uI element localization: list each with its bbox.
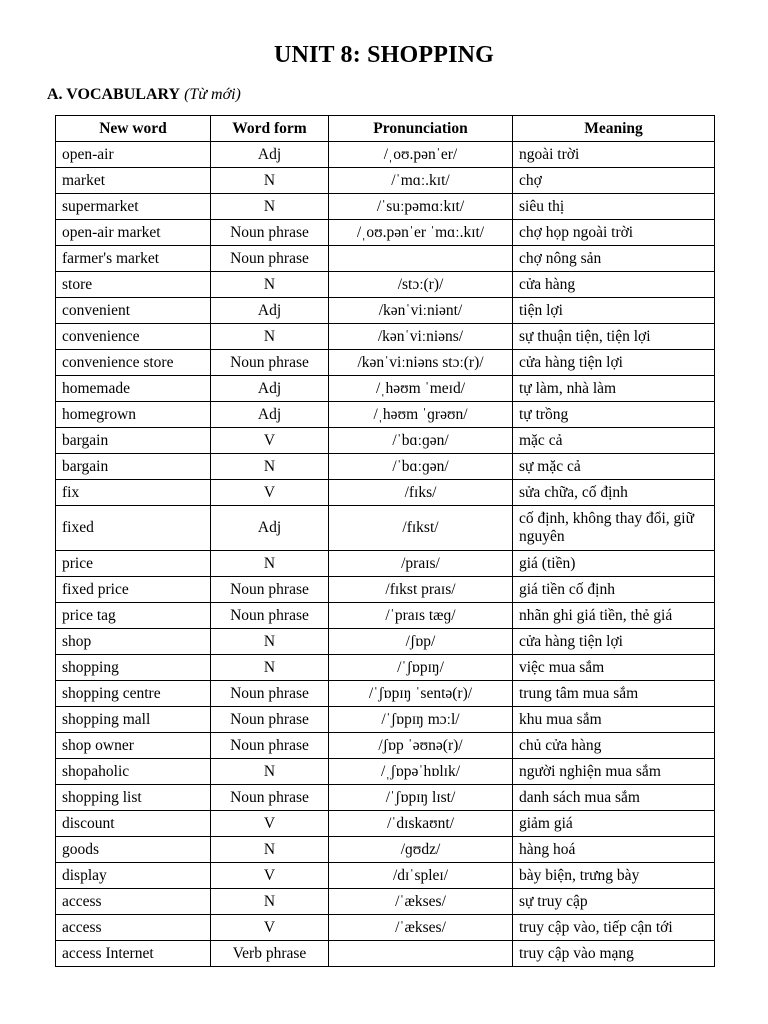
- pronunciation-cell: /ˌoʊ.pənˈer/: [329, 142, 513, 168]
- word-form-cell: Noun phrase: [211, 603, 329, 629]
- new-word-cell: shopping mall: [56, 707, 211, 733]
- meaning-cell: chợ: [513, 168, 715, 194]
- table-row: [56, 837, 715, 863]
- word-form-cell: Noun phrase: [211, 577, 329, 603]
- new-word-cell: farmer's market: [56, 246, 211, 272]
- meaning-cell: tự trồng: [513, 402, 715, 428]
- meaning-cell: siêu thị: [513, 194, 715, 220]
- new-word-cell: convenience: [56, 324, 211, 350]
- meaning-cell: khu mua sắm: [513, 707, 715, 733]
- header-word-form: Word form: [211, 116, 329, 142]
- pronunciation-cell: /fɪks/: [329, 480, 513, 506]
- new-word-cell: fixed: [56, 506, 211, 551]
- table-row: [56, 655, 715, 681]
- meaning-cell: cửa hàng tiện lợi: [513, 350, 715, 376]
- new-word-cell: shopping: [56, 655, 211, 681]
- table-row: [56, 142, 715, 168]
- new-word-cell: homegrown: [56, 402, 211, 428]
- pronunciation-cell: /ʃɒp/: [329, 629, 513, 655]
- pronunciation-cell: /ˈpraɪs tæɡ/: [329, 603, 513, 629]
- pronunciation-cell: /kənˈviːniəns/: [329, 324, 513, 350]
- meaning-cell: hàng hoá: [513, 837, 715, 863]
- meaning-cell: chợ nông sản: [513, 246, 715, 272]
- word-form-cell: N: [211, 655, 329, 681]
- pronunciation-cell: /ˈʃɒpɪŋ ˈsentə(r)/: [329, 681, 513, 707]
- vocabulary-table: [55, 115, 715, 967]
- new-word-cell: goods: [56, 837, 211, 863]
- word-form-cell: Adj: [211, 376, 329, 402]
- meaning-cell: cửa hàng: [513, 272, 715, 298]
- meaning-cell: giá tiền cố định: [513, 577, 715, 603]
- meaning-cell: người nghiện mua sắm: [513, 759, 715, 785]
- meaning-cell: tiện lợi: [513, 298, 715, 324]
- meaning-cell: bày biện, trưng bày: [513, 863, 715, 889]
- pronunciation-cell: /ˌhəʊm ˈɡrəʊn/: [329, 402, 513, 428]
- new-word-cell: price: [56, 551, 211, 577]
- new-word-cell: bargain: [56, 454, 211, 480]
- new-word-cell: store: [56, 272, 211, 298]
- table-row: [56, 272, 715, 298]
- table-row: [56, 629, 715, 655]
- word-form-cell: N: [211, 168, 329, 194]
- word-form-cell: N: [211, 272, 329, 298]
- pronunciation-cell: /fɪkst praɪs/: [329, 577, 513, 603]
- new-word-cell: open-air: [56, 142, 211, 168]
- pronunciation-cell: /ʃɒp ˈəʊnə(r)/: [329, 733, 513, 759]
- new-word-cell: shop: [56, 629, 211, 655]
- table-row: [56, 811, 715, 837]
- table-row: [56, 941, 715, 967]
- meaning-cell: chủ cửa hàng: [513, 733, 715, 759]
- meaning-cell: sự thuận tiện, tiện lợi: [513, 324, 715, 350]
- pronunciation-cell: /fɪkst/: [329, 506, 513, 551]
- pronunciation-cell: /ˈmɑː.kɪt/: [329, 168, 513, 194]
- word-form-cell: Noun phrase: [211, 733, 329, 759]
- word-form-cell: Adj: [211, 506, 329, 551]
- meaning-cell: sửa chữa, cố định: [513, 480, 715, 506]
- word-form-cell: N: [211, 629, 329, 655]
- pronunciation-cell: /ˌoʊ.pənˈer ˈmɑː.kɪt/: [329, 220, 513, 246]
- table-row: [56, 350, 715, 376]
- meaning-cell: cố định, không thay đổi, giữ nguyên: [513, 506, 715, 551]
- meaning-cell: cửa hàng tiện lợi: [513, 629, 715, 655]
- meaning-cell: nhãn ghi giá tiền, thẻ giá: [513, 603, 715, 629]
- new-word-cell: shop owner: [56, 733, 211, 759]
- pronunciation-cell: /ˌʃɒpəˈhɒlɪk/: [329, 759, 513, 785]
- table-body: [56, 142, 715, 967]
- pronunciation-cell: /praɪs/: [329, 551, 513, 577]
- table-row: [56, 863, 715, 889]
- section-sublabel: (Từ mới): [184, 86, 241, 103]
- pronunciation-cell: /kənˈviːniəns stɔː(r)/: [329, 350, 513, 376]
- new-word-cell: bargain: [56, 428, 211, 454]
- table-header-row: [56, 116, 715, 142]
- pronunciation-cell: [329, 941, 513, 967]
- section-heading: [47, 86, 241, 104]
- new-word-cell: access Internet: [56, 941, 211, 967]
- table-row: [56, 298, 715, 324]
- table-row: [56, 194, 715, 220]
- meaning-cell: danh sách mua sắm: [513, 785, 715, 811]
- pronunciation-cell: [329, 246, 513, 272]
- word-form-cell: N: [211, 194, 329, 220]
- table-row: [56, 707, 715, 733]
- table-row: [56, 889, 715, 915]
- pronunciation-cell: /stɔː(r)/: [329, 272, 513, 298]
- header-new-word: New word: [56, 116, 211, 142]
- new-word-cell: access: [56, 889, 211, 915]
- pronunciation-cell: /ɡʊdz/: [329, 837, 513, 863]
- pronunciation-cell: /ˈʃɒpɪŋ lɪst/: [329, 785, 513, 811]
- word-form-cell: V: [211, 863, 329, 889]
- new-word-cell: convenience store: [56, 350, 211, 376]
- word-form-cell: Verb phrase: [211, 941, 329, 967]
- meaning-cell: ngoài trời: [513, 142, 715, 168]
- new-word-cell: homemade: [56, 376, 211, 402]
- word-form-cell: N: [211, 759, 329, 785]
- word-form-cell: N: [211, 889, 329, 915]
- new-word-cell: access: [56, 915, 211, 941]
- table-row: [56, 759, 715, 785]
- word-form-cell: N: [211, 324, 329, 350]
- pronunciation-cell: /dɪˈspleɪ/: [329, 863, 513, 889]
- pronunciation-cell: /ˈʃɒpɪŋ/: [329, 655, 513, 681]
- header-pronunciation: Pronunciation: [329, 116, 513, 142]
- new-word-cell: display: [56, 863, 211, 889]
- word-form-cell: N: [211, 551, 329, 577]
- new-word-cell: market: [56, 168, 211, 194]
- table-row: [56, 915, 715, 941]
- pronunciation-cell: /ˈsuːpəmɑːkɪt/: [329, 194, 513, 220]
- table-row: [56, 324, 715, 350]
- meaning-cell: giảm giá: [513, 811, 715, 837]
- word-form-cell: Noun phrase: [211, 246, 329, 272]
- table-row: [56, 246, 715, 272]
- new-word-cell: shopaholic: [56, 759, 211, 785]
- section-label: A. VOCABULARY: [47, 86, 181, 103]
- page-title: UNIT 8: SHOPPING: [273, 42, 495, 68]
- table-row: [56, 733, 715, 759]
- table-row: [56, 168, 715, 194]
- meaning-cell: trung tâm mua sắm: [513, 681, 715, 707]
- table-row: [56, 454, 715, 480]
- word-form-cell: Adj: [211, 402, 329, 428]
- table-row: [56, 577, 715, 603]
- header-meaning: Meaning: [513, 116, 715, 142]
- new-word-cell: fixed price: [56, 577, 211, 603]
- word-form-cell: Adj: [211, 298, 329, 324]
- meaning-cell: truy cập vào mạng: [513, 941, 715, 967]
- word-form-cell: Noun phrase: [211, 785, 329, 811]
- pronunciation-cell: /kənˈviːniənt/: [329, 298, 513, 324]
- word-form-cell: N: [211, 837, 329, 863]
- meaning-cell: truy cập vào, tiếp cận tới: [513, 915, 715, 941]
- word-form-cell: Noun phrase: [211, 350, 329, 376]
- word-form-cell: V: [211, 480, 329, 506]
- word-form-cell: N: [211, 454, 329, 480]
- table-row: [56, 220, 715, 246]
- new-word-cell: shopping centre: [56, 681, 211, 707]
- pronunciation-cell: /ˈækses/: [329, 889, 513, 915]
- meaning-cell: việc mua sắm: [513, 655, 715, 681]
- new-word-cell: supermarket: [56, 194, 211, 220]
- new-word-cell: convenient: [56, 298, 211, 324]
- pronunciation-cell: /ˈdɪskaʊnt/: [329, 811, 513, 837]
- pronunciation-cell: /ˈækses/: [329, 915, 513, 941]
- meaning-cell: sự truy cập: [513, 889, 715, 915]
- meaning-cell: giá (tiền): [513, 551, 715, 577]
- new-word-cell: fix: [56, 480, 211, 506]
- table-row: [56, 506, 715, 551]
- table-row: [56, 376, 715, 402]
- pronunciation-cell: /ˈbɑːɡən/: [329, 454, 513, 480]
- word-form-cell: Noun phrase: [211, 681, 329, 707]
- table-row: [56, 480, 715, 506]
- word-form-cell: V: [211, 811, 329, 837]
- pronunciation-cell: /ˈbɑːɡən/: [329, 428, 513, 454]
- meaning-cell: mặc cả: [513, 428, 715, 454]
- word-form-cell: Noun phrase: [211, 220, 329, 246]
- table-row: [56, 551, 715, 577]
- pronunciation-cell: /ˈʃɒpɪŋ mɔːl/: [329, 707, 513, 733]
- new-word-cell: price tag: [56, 603, 211, 629]
- table-row: [56, 603, 715, 629]
- word-form-cell: V: [211, 915, 329, 941]
- new-word-cell: open-air market: [56, 220, 211, 246]
- pronunciation-cell: /ˌhəʊm ˈmeɪd/: [329, 376, 513, 402]
- word-form-cell: Noun phrase: [211, 707, 329, 733]
- table-row: [56, 402, 715, 428]
- table-row: [56, 681, 715, 707]
- table-row: [56, 428, 715, 454]
- word-form-cell: V: [211, 428, 329, 454]
- new-word-cell: discount: [56, 811, 211, 837]
- table-row: [56, 785, 715, 811]
- meaning-cell: sự mặc cả: [513, 454, 715, 480]
- word-form-cell: Adj: [211, 142, 329, 168]
- meaning-cell: chợ họp ngoài trời: [513, 220, 715, 246]
- new-word-cell: shopping list: [56, 785, 211, 811]
- meaning-cell: tự làm, nhà làm: [513, 376, 715, 402]
